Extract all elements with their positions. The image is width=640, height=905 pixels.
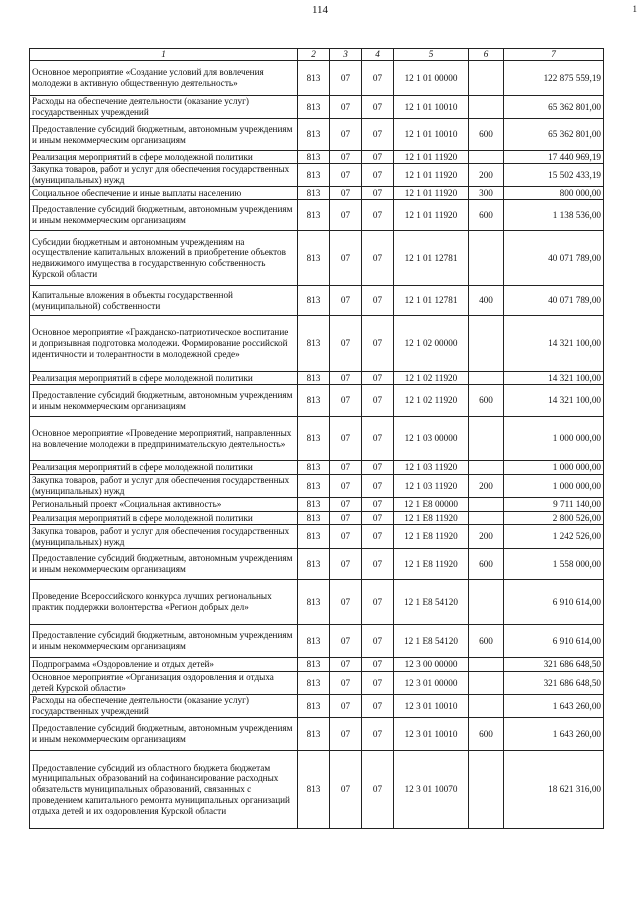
row-name: Предоставление субсидий бюджетным, автономным учреждениям и иным некоммерческим организациям — [30, 625, 298, 658]
row-name: Предоставление субсидий бюджетным, автономным учреждениям и иным некоммерческим организациям — [30, 549, 298, 580]
row-name: Предоставление субсидий бюджетным, автономным учреждениям и иным некоммерческим организациям — [30, 385, 298, 417]
row-amount: 18 621 316,00 — [504, 751, 604, 829]
row-name: Региональный проект «Социальная активность» — [30, 498, 298, 512]
row-target-code: 12 1 01 10010 — [394, 96, 469, 119]
row-name: Реализация мероприятий в сфере молодежной политики — [30, 512, 298, 525]
column-header: 4 — [362, 49, 394, 61]
row-amount: 65 362 801,00 — [504, 96, 604, 119]
row-expense-type — [469, 417, 504, 461]
row-subsection-code: 07 — [362, 512, 394, 525]
row-expense-type: 200 — [469, 475, 504, 498]
row-target-code: 12 1 E8 11920 — [394, 549, 469, 580]
row-target-code: 12 1 01 11920 — [394, 200, 469, 231]
row-subsection-code: 07 — [362, 625, 394, 658]
row-expense-type: 600 — [469, 625, 504, 658]
row-target-code: 12 1 E8 11920 — [394, 512, 469, 525]
table-row — [30, 625, 604, 658]
row-target-code: 12 3 01 10010 — [394, 718, 469, 751]
row-ministry-code: 813 — [298, 475, 330, 498]
row-name: Расходы на обеспечение деятельности (оказание услуг) государственных учреждений — [30, 96, 298, 119]
row-target-code: 12 1 03 00000 — [394, 417, 469, 461]
row-amount: 1 138 536,00 — [504, 200, 604, 231]
row-name: Основное мероприятие «Проведение мероприятий, направленных на вовлечение молодежи в предпринимательскую деятельность» — [30, 417, 298, 461]
row-amount: 1 000 000,00 — [504, 461, 604, 475]
column-header: 6 — [469, 49, 504, 61]
row-subsection-code: 07 — [362, 385, 394, 417]
row-target-code: 12 3 01 00000 — [394, 672, 469, 695]
row-amount: 1 643 260,00 — [504, 695, 604, 718]
row-subsection-code: 07 — [362, 119, 394, 151]
table-row — [30, 512, 604, 525]
row-subsection-code: 07 — [362, 187, 394, 200]
row-subsection-code: 07 — [362, 231, 394, 286]
row-name: Капитальные вложения в объекты государственной (муниципальной) собственности — [30, 286, 298, 316]
column-header: 7 — [504, 49, 604, 61]
row-amount: 40 071 789,00 — [504, 231, 604, 286]
row-subsection-code: 07 — [362, 164, 394, 187]
row-name: Субсидии бюджетным и автономным учреждениям на осуществление капитальных вложений в приобретение объектов недвижимого имущества в государственную собственность Курской области — [30, 231, 298, 286]
row-section-code: 07 — [330, 417, 362, 461]
row-section-code: 07 — [330, 751, 362, 829]
row-name: Реализация мероприятий в сфере молодежной политики — [30, 461, 298, 475]
row-ministry-code: 813 — [298, 718, 330, 751]
row-name: Основное мероприятие «Создание условий для вовлечения молодежи в активную общественную деятельность» — [30, 61, 298, 96]
table-row — [30, 372, 604, 385]
row-name: Социальное обеспечение и иные выплаты населению — [30, 187, 298, 200]
table-row — [30, 580, 604, 625]
row-expense-type — [469, 512, 504, 525]
row-expense-type — [469, 672, 504, 695]
row-ministry-code: 813 — [298, 695, 330, 718]
row-section-code: 07 — [330, 695, 362, 718]
row-expense-type: 200 — [469, 525, 504, 549]
row-name: Закупка товаров, работ и услуг для обеспечения государственных (муниципальных) нужд — [30, 525, 298, 549]
row-name: Проведение Всероссийского конкурса лучших региональных практик поддержки волонтерства «Регион добрых дел» — [30, 580, 298, 625]
row-section-code: 07 — [330, 718, 362, 751]
row-amount: 1 558 000,00 — [504, 549, 604, 580]
row-ministry-code: 813 — [298, 417, 330, 461]
row-section-code: 07 — [330, 231, 362, 286]
row-expense-type: 600 — [469, 200, 504, 231]
row-expense-type: 600 — [469, 718, 504, 751]
column-header: 3 — [330, 49, 362, 61]
table-row — [30, 549, 604, 580]
row-expense-type — [469, 96, 504, 119]
row-section-code: 07 — [330, 658, 362, 672]
row-expense-type — [469, 580, 504, 625]
row-section-code: 07 — [330, 475, 362, 498]
row-ministry-code: 813 — [298, 525, 330, 549]
row-ministry-code: 813 — [298, 316, 330, 372]
row-target-code: 12 1 E8 54120 — [394, 625, 469, 658]
row-amount: 1 000 000,00 — [504, 475, 604, 498]
row-section-code: 07 — [330, 200, 362, 231]
row-expense-type — [469, 231, 504, 286]
row-name: Реализация мероприятий в сфере молодежной политики — [30, 372, 298, 385]
row-section-code: 07 — [330, 61, 362, 96]
row-target-code: 12 1 02 11920 — [394, 372, 469, 385]
table-row — [30, 461, 604, 475]
table-row — [30, 525, 604, 549]
row-amount: 1 242 526,00 — [504, 525, 604, 549]
row-expense-type — [469, 461, 504, 475]
row-target-code: 12 1 E8 54120 — [394, 580, 469, 625]
table-row — [30, 417, 604, 461]
table-row — [30, 151, 604, 164]
row-subsection-code: 07 — [362, 525, 394, 549]
table-row — [30, 96, 604, 119]
row-target-code: 12 1 01 00000 — [394, 61, 469, 96]
row-section-code: 07 — [330, 286, 362, 316]
row-subsection-code: 07 — [362, 461, 394, 475]
row-subsection-code: 07 — [362, 200, 394, 231]
margin-mark: 1 — [632, 4, 637, 14]
row-subsection-code: 07 — [362, 498, 394, 512]
row-section-code: 07 — [330, 372, 362, 385]
table-row — [30, 200, 604, 231]
row-amount: 40 071 789,00 — [504, 286, 604, 316]
row-amount: 14 321 100,00 — [504, 316, 604, 372]
row-section-code: 07 — [330, 385, 362, 417]
table-row — [30, 695, 604, 718]
row-ministry-code: 813 — [298, 61, 330, 96]
row-subsection-code: 07 — [362, 695, 394, 718]
row-section-code: 07 — [330, 512, 362, 525]
row-ministry-code: 813 — [298, 96, 330, 119]
table-row — [30, 119, 604, 151]
row-ministry-code: 813 — [298, 187, 330, 200]
row-expense-type: 600 — [469, 549, 504, 580]
row-expense-type — [469, 751, 504, 829]
table-row — [30, 61, 604, 96]
row-amount: 14 321 100,00 — [504, 385, 604, 417]
row-target-code: 12 1 03 11920 — [394, 475, 469, 498]
row-ministry-code: 813 — [298, 751, 330, 829]
row-name: Предоставление субсидий бюджетным, автономным учреждениям и иным некоммерческим организациям — [30, 200, 298, 231]
row-ministry-code: 813 — [298, 498, 330, 512]
table-row — [30, 316, 604, 372]
row-ministry-code: 813 — [298, 625, 330, 658]
table-row — [30, 164, 604, 187]
row-expense-type — [469, 695, 504, 718]
page-number: 114 — [311, 4, 329, 16]
column-header: 5 — [394, 49, 469, 61]
table-row — [30, 498, 604, 512]
row-amount: 1 000 000,00 — [504, 417, 604, 461]
row-expense-type — [469, 61, 504, 96]
row-name: Предоставление субсидий бюджетным, автономным учреждениям и иным некоммерческим организациям — [30, 718, 298, 751]
row-subsection-code: 07 — [362, 549, 394, 580]
row-subsection-code: 07 — [362, 417, 394, 461]
row-ministry-code: 813 — [298, 549, 330, 580]
row-subsection-code: 07 — [362, 96, 394, 119]
row-ministry-code: 813 — [298, 461, 330, 475]
row-target-code: 12 1 E8 00000 — [394, 498, 469, 512]
row-section-code: 07 — [330, 498, 362, 512]
row-subsection-code: 07 — [362, 475, 394, 498]
row-expense-type: 600 — [469, 119, 504, 151]
row-section-code: 07 — [330, 164, 362, 187]
row-subsection-code: 07 — [362, 316, 394, 372]
row-section-code: 07 — [330, 625, 362, 658]
row-ministry-code: 813 — [298, 286, 330, 316]
row-ministry-code: 813 — [298, 658, 330, 672]
column-header: 2 — [298, 49, 330, 61]
row-amount: 6 910 614,00 — [504, 625, 604, 658]
row-target-code: 12 1 01 10010 — [394, 119, 469, 151]
row-expense-type — [469, 316, 504, 372]
row-expense-type: 300 — [469, 187, 504, 200]
row-ministry-code: 813 — [298, 119, 330, 151]
row-ministry-code: 813 — [298, 580, 330, 625]
row-section-code: 07 — [330, 525, 362, 549]
row-target-code: 12 1 02 00000 — [394, 316, 469, 372]
row-subsection-code: 07 — [362, 672, 394, 695]
row-subsection-code: 07 — [362, 61, 394, 96]
row-subsection-code: 07 — [362, 286, 394, 316]
column-header: 1 — [30, 49, 298, 61]
row-name: Подпрограмма «Оздоровление и отдых детей» — [30, 658, 298, 672]
row-section-code: 07 — [330, 549, 362, 580]
row-section-code: 07 — [330, 151, 362, 164]
table-row — [30, 385, 604, 417]
row-amount: 9 711 140,00 — [504, 498, 604, 512]
row-name: Закупка товаров, работ и услуг для обеспечения государственных (муниципальных) нужд — [30, 475, 298, 498]
row-target-code: 12 1 03 11920 — [394, 461, 469, 475]
row-name: Расходы на обеспечение деятельности (оказание услуг) государственных учреждений — [30, 695, 298, 718]
row-amount: 800 000,00 — [504, 187, 604, 200]
row-subsection-code: 07 — [362, 372, 394, 385]
row-amount: 65 362 801,00 — [504, 119, 604, 151]
row-expense-type — [469, 151, 504, 164]
row-amount: 17 440 969,19 — [504, 151, 604, 164]
row-amount: 6 910 614,00 — [504, 580, 604, 625]
row-amount: 321 686 648,50 — [504, 658, 604, 672]
table-row — [30, 231, 604, 286]
row-ministry-code: 813 — [298, 200, 330, 231]
row-ministry-code: 813 — [298, 512, 330, 525]
row-target-code: 12 1 01 11920 — [394, 164, 469, 187]
row-ministry-code: 813 — [298, 385, 330, 417]
row-subsection-code: 07 — [362, 718, 394, 751]
row-amount: 1 643 260,00 — [504, 718, 604, 751]
header-row — [30, 49, 604, 61]
row-target-code: 12 1 01 11920 — [394, 187, 469, 200]
table-row — [30, 672, 604, 695]
row-ministry-code: 813 — [298, 151, 330, 164]
row-subsection-code: 07 — [362, 151, 394, 164]
table-row — [30, 475, 604, 498]
row-section-code: 07 — [330, 187, 362, 200]
row-expense-type — [469, 498, 504, 512]
row-section-code: 07 — [330, 96, 362, 119]
row-section-code: 07 — [330, 461, 362, 475]
row-expense-type — [469, 658, 504, 672]
row-amount: 321 686 648,50 — [504, 672, 604, 695]
row-amount: 2 800 526,00 — [504, 512, 604, 525]
row-subsection-code: 07 — [362, 580, 394, 625]
row-name: Предоставление субсидий бюджетным, автономным учреждениям и иным некоммерческим организациям — [30, 119, 298, 151]
table-row — [30, 187, 604, 200]
row-expense-type — [469, 372, 504, 385]
row-ministry-code: 813 — [298, 164, 330, 187]
row-section-code: 07 — [330, 316, 362, 372]
table-row — [30, 286, 604, 316]
table-row — [30, 751, 604, 829]
table-row — [30, 718, 604, 751]
row-expense-type: 400 — [469, 286, 504, 316]
row-section-code: 07 — [330, 119, 362, 151]
row-section-code: 07 — [330, 672, 362, 695]
row-expense-type: 200 — [469, 164, 504, 187]
row-target-code: 12 1 01 11920 — [394, 151, 469, 164]
row-target-code: 12 1 02 11920 — [394, 385, 469, 417]
row-target-code: 12 1 E8 11920 — [394, 525, 469, 549]
row-target-code: 12 1 01 12781 — [394, 286, 469, 316]
row-subsection-code: 07 — [362, 751, 394, 829]
row-amount: 15 502 433,19 — [504, 164, 604, 187]
row-name: Основное мероприятие «Гражданско-патриотическое воспитание и допризывная подготовка молодежи. Формирование российской идентичности и толерантности в молодежной среде» — [30, 316, 298, 372]
row-target-code: 12 3 01 10010 — [394, 695, 469, 718]
row-target-code: 12 3 01 10070 — [394, 751, 469, 829]
row-name: Закупка товаров, работ и услуг для обеспечения государственных (муниципальных) нужд — [30, 164, 298, 187]
row-target-code: 12 3 00 00000 — [394, 658, 469, 672]
table-row — [30, 658, 604, 672]
row-amount: 14 321 100,00 — [504, 372, 604, 385]
budget-table — [29, 48, 604, 829]
row-subsection-code: 07 — [362, 658, 394, 672]
row-name: Предоставление субсидий из областного бюджета бюджетам муниципальных образований на софинансирование расходных обязательств муниципальных образований, связанных с проведением капитального ремонта муниципальных организаций отдыха детей и их оздоровления Курской области — [30, 751, 298, 829]
row-name: Реализация мероприятий в сфере молодежной политики — [30, 151, 298, 164]
row-target-code: 12 1 01 12781 — [394, 231, 469, 286]
row-section-code: 07 — [330, 580, 362, 625]
row-name: Основное мероприятие «Организация оздоровления и отдыха детей Курской области» — [30, 672, 298, 695]
row-expense-type: 600 — [469, 385, 504, 417]
row-ministry-code: 813 — [298, 372, 330, 385]
row-ministry-code: 813 — [298, 231, 330, 286]
row-ministry-code: 813 — [298, 672, 330, 695]
row-amount: 122 875 559,19 — [504, 61, 604, 96]
